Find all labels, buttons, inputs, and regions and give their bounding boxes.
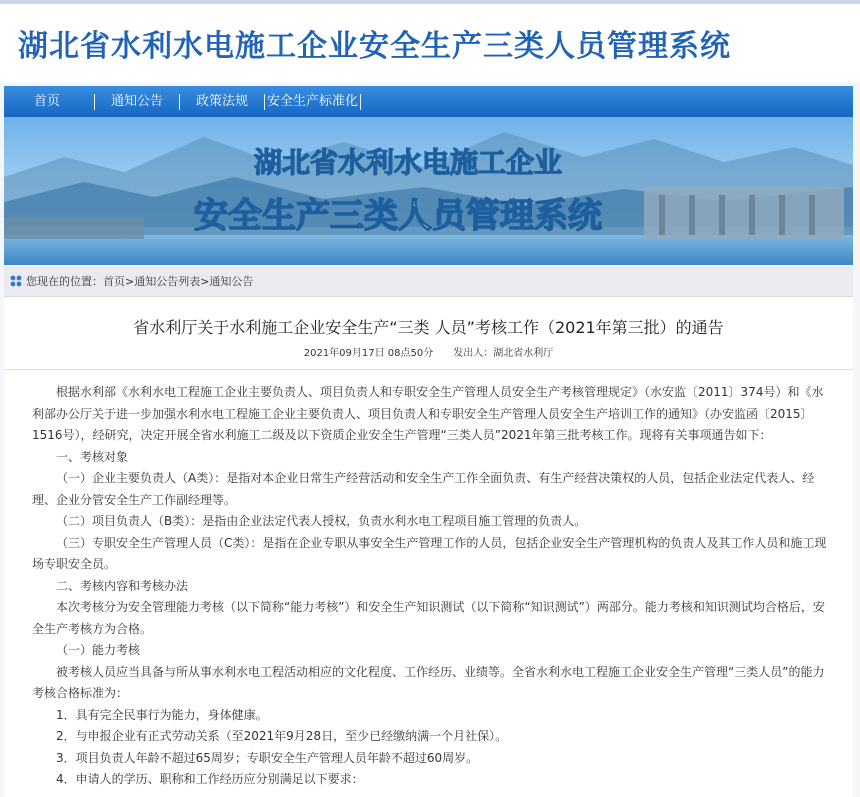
section-heading: 二、考核内容和考核办法 [56, 578, 189, 593]
list-item: 1．具有完全民事行为能力，身体健康。 [56, 707, 268, 722]
article-date: 2021年09月17日 08点50分 [303, 348, 434, 359]
body-paragraph: （二）项目负责人（B类）：是指由企业法定代表人授权，负责水利水电工程项目施工管理的负责人。 [56, 514, 587, 528]
nav-item-standardization[interactable]: 安全生产标准化 [267, 94, 359, 109]
site-header [0, 4, 860, 82]
nav-separator [94, 94, 95, 110]
article-publisher: 发出人：湖北省水利厅 [453, 348, 554, 359]
body-paragraph: 根据水利部《水利水电工程施工企业主要负责人、项目负责人和专职安全生产管理人员安全生产考核管理规定》（水安监〔2011〕374号）和《水利部办公厅关于进一步加强水利水电工程施工企业主要负责人、项目负责人和专职安全生产管理人员安全生产培训工作的通知》（办安监函〔2015〕1516号），经研究，决定开展全省水利施工二级及以下资质企业安全生产管理“三类人员”2021年第三批考核工作。现将有关事项通告如下： [32, 385, 824, 442]
location-icon [10, 275, 22, 287]
article-meta [4, 347, 853, 361]
main-nav [4, 86, 853, 117]
article-content [4, 297, 853, 797]
nav-item-policies[interactable]: 政策法规 [196, 94, 249, 109]
article-title: 省水利厅关于水利施工企业安全生产“三类 人员”考核工作（2021年第三批）的通告 [133, 318, 724, 337]
article-body [4, 370, 853, 791]
breadcrumb-path[interactable]: 首页>通知公告列表>通知公告 [103, 275, 254, 288]
banner [4, 117, 853, 265]
body-paragraph: （三）专职安全生产管理人员（C类）：是指在企业专职从事安全生产管理工作的人员，包括企业安全生产管理机构的负责人及其工作人员和施工现场专职安全员。 [32, 535, 827, 571]
banner-line-1: 湖北省水利水电施工企业 [254, 146, 563, 179]
body-paragraph: （一）企业主要负责人（A类）：是指对本企业日常生产经营活动和安全生产工作全面负责、有生产经营决策权的人员，包括企业法定代表人、经理、企业分管安全生产工作副经理等。 [32, 471, 815, 507]
nav-separator [360, 94, 361, 110]
nav-separator [264, 94, 265, 110]
breadcrumb [4, 266, 853, 297]
subsection-heading: （一）能力考核 [56, 643, 141, 657]
body-paragraph: 被考核人员应当具备与所从事水利水电工程活动相应的文化程度、工作经历、业绩等。全省水利水电工程施工企业安全生产管理“三类人员”的能力考核合格标准为： [32, 664, 825, 700]
banner-image [4, 117, 853, 265]
section-heading: 一、考核对象 [56, 449, 129, 464]
body-paragraph: 本次考核分为安全管理能力考核（以下简称“能力考核”）和安全生产知识测试（以下简称“知识测试”）两部分。能力考核和知识测试均合格后，安全生产考核方为合格。 [32, 600, 825, 636]
nav-item-home[interactable]: 首页 [34, 94, 61, 109]
site-title: 湖北省水利水电施工企业安全生产三类人员管理系统 [18, 29, 731, 64]
list-item: 3．项目负责人年龄不超过65周岁；专职安全生产管理人员年龄不超过60周岁。 [56, 750, 479, 765]
nav-separator [179, 94, 180, 110]
list-item: 2．与申报企业有正式劳动关系（至2021年9月28日，至少已经缴纳满一个月社保）。 [56, 729, 508, 743]
list-item: 4．申请人的学历、职称和工作经历应分别满足以下要求： [56, 772, 364, 786]
nav-item-notices[interactable]: 通知公告 [111, 94, 164, 109]
breadcrumb-prefix: 您现在的位置： [26, 275, 103, 288]
banner-line-2: 安全生产三类人员管理系统 [194, 196, 602, 236]
